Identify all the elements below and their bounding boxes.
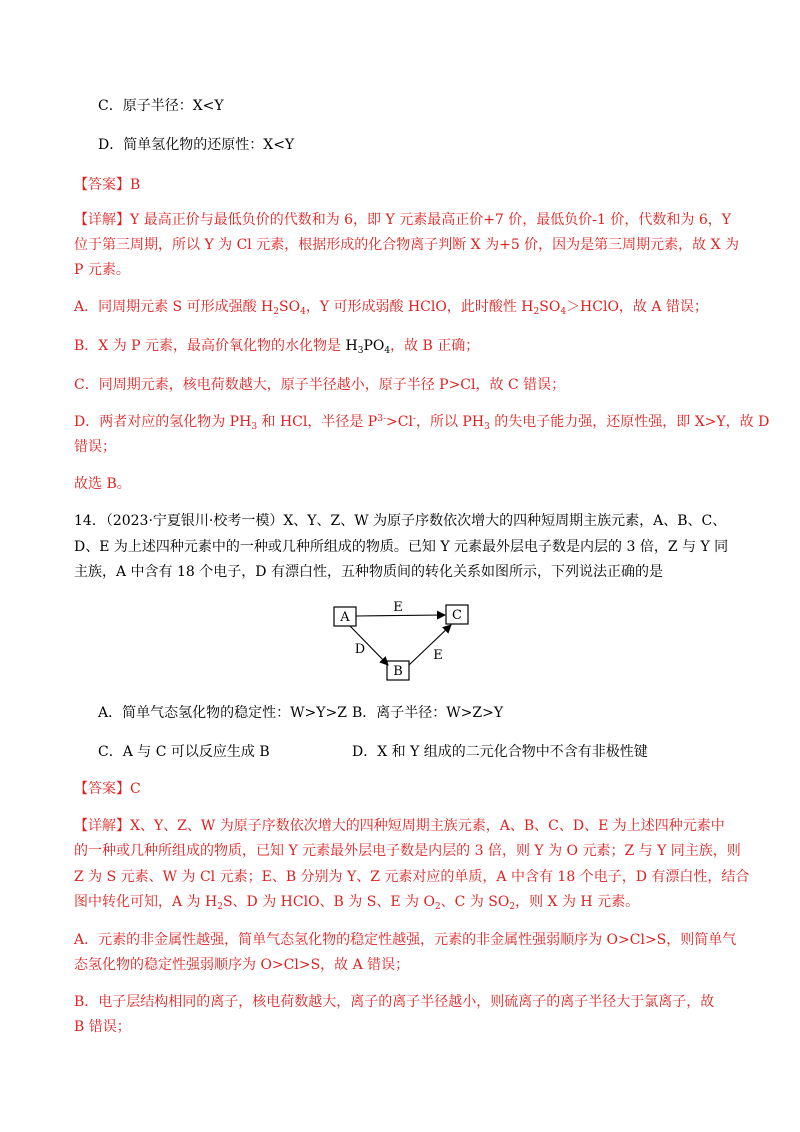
q14-stem-line: 主族，A 中含有 18 个电子，D 有漂白性，五种物质间的转化关系如图所示，下列说法正确的是 [74,564,663,580]
q14-option-b: B．离子半径：W>Z>Y [352,705,504,721]
q13-answer: 【答案】B [74,177,141,193]
q14-analysis-b: B．电子层结构相同的离子，核电荷数越大，离子的离子半径越小，则硫离子的离子半径大于氯离子，故 [74,994,715,1010]
conversion-diagram [320,597,480,687]
q13-analysis-b: B．X 为 P 元素，最高价氧化物的水化物是 $H_3PO_4$，故 B 正确； [74,338,480,356]
option-c-top: C．原子半径：X<Y [98,98,224,114]
option-d-top: D．简单氢化物的还原性：X<Y [98,137,295,153]
arrow-a-to-b-label: D [354,642,366,657]
q13-conclusion: 故选 B。 [74,476,131,492]
arrow-b-to-c-label: E [433,648,443,663]
q13-analysis-d-cont: 错误； [74,439,116,455]
arrow-a-to-c-label: E [393,600,403,615]
node-b-label: B [393,664,403,679]
arrow-b-to-c [409,625,451,665]
formula-h3po4: $H_3PO_4$ [345,338,391,356]
q13-analysis-a: A．同周期元素 S 可形成强酸 $H_2SO_4$，Y 可形成弱酸 HClO，此时酸性 $H_2SO_4>HClO$，故 A 错误； [74,299,708,317]
node-c-label: C [452,608,462,623]
q14-detail-line: 【详解】X、Y、Z、W 为原子序数依次增大的四种短周期主族元素，A、B、C、D、E 为上述四种元素中 [74,818,725,834]
q14-detail-line: Z 为 S 元素、W 为 Cl 元素；E、B 分别为 Y、Z 元素对应的单质，A 中含有 18 个电子，D 有漂白性，结合 [74,869,750,885]
q13-analysis-d: D．两者对应的氢化物为 $PH_3$ 和 HCl，半径是 $P^{3-}>Cl^-$，所以 $PH_3$ 的失电子能力强，还原性强，即 X>Y，故 D [74,414,770,432]
q14-detail-line: 的一种或几种所组成的物质，已知 Y 元素最外层电子数是内层的 3 倍，则 Y 为 O 元素；Z 与 Y 同主族，则 [74,843,741,859]
q13-analysis-c: C．同周期元素，核电荷数越大，原子半径越小，原子半径 P>Cl，故 C 错误； [74,377,566,393]
q14-detail-line: 图中转化可知，A 为 $H_2S$、D 为 HClO、B 为 S、E 为 $O_2$、C 为 $SO_2$，则 X 为 H 元素。 [74,894,640,912]
q13-detail-line: 【详解】Y 最高正价与最低负价的代数和为 6，即 Y 元素最高正价+7 价，最低负价-1 价，代数和为 6，Y [74,212,731,228]
q14-analysis-a-cont: 态氢化物的稳定性强弱顺序为 O>Cl>S，故 A 错误； [74,957,410,973]
q14-stem-line: 14．（2023·宁夏银川·校考一模）X、Y、Z、W 为原子序数依次增大的四种短周期主族元素，A、B、C、 [74,513,727,529]
q14-analysis-b-cont: B 错误； [74,1019,131,1035]
q13-detail-line: 位于第三周期，所以 Y 为 Cl 元素，根据形成的化合物离子判断 X 为+5 价，因为是第三周期元素，故 X 为 [74,237,740,253]
q14-option-a: A．简单气态氢化物的稳定性：W>Y>Z [98,705,347,721]
arrow-a-to-c [356,615,445,616]
node-a-label: A [340,610,350,625]
q14-option-c: C．A 与 C 可以反应生成 B [98,744,270,760]
q14-stem-line: D、E 为上述四种元素中的一种或几种所组成的物质。已知 Y 元素最外层电子数是内层的 3 倍，Z 与 Y 同 [74,539,729,555]
q14-analysis-a: A．元素的非金属性越强，简单气态氢化物的稳定性越强，元素的非金属性强弱顺序为 O>Cl>S，则简单气 [74,932,737,948]
q14-option-d: D．X 和 Y 组成的二元化合物中不含有非极性键 [352,744,648,760]
q13-detail-line: P 元素。 [74,262,130,278]
q14-answer: 【答案】C [74,781,141,797]
